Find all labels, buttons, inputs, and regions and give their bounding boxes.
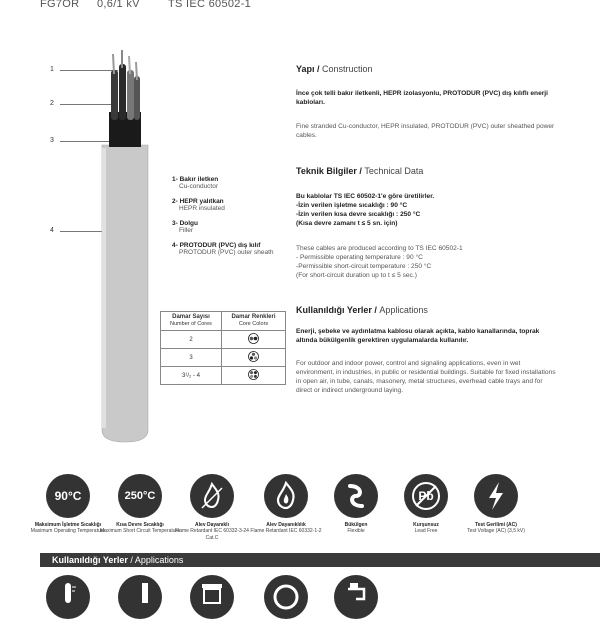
voltage-rating: 0,6/1 kV [97,0,140,10]
component-item-conductor: 1- Bakır iletken Cu-conductor [172,176,219,190]
core-colors-4-icon [221,367,285,385]
pipe-app-icon [118,575,162,619]
table-header-row [161,312,286,331]
applications-bar [40,553,600,567]
thermometer-250-icon: 250°C [118,474,162,518]
component-item-sheath: 4- PROTODUR (PVC) dış kılıf PROTODUR (PVC) outer sheath [172,242,274,256]
feature-label-test-voltage: Test Gerilimi (AC) Test Voltage (AC) (3,5 kV) [467,522,525,535]
applications-bar-title: Kullanıldığı Yerler / Applications [52,555,184,565]
core-count-cell: 3¹/₂ - 4 [161,367,222,385]
cable-cross-section-drawing [95,50,155,445]
thermometer-90-icon: 90°C [46,474,90,518]
cores-table [160,311,286,385]
feature-label-lead-free: Kurşunsuz Lead Free [413,522,439,535]
box-app-icon [334,575,378,619]
feature-label-flame-retardant-2: Alev Dayanıklılık Flame Retardant IEC 60332-1-2 [250,522,322,535]
product-code: FG7OR [40,0,80,10]
cable-label-3: 3 [50,137,54,144]
technical-text-en: These cables are produced according to TS IEC 60502-1 - Permissible operating temperature : 90 °C -Permissible short-circuit temperature : 250 °C (For short-circuit duration up to t ≤ 5 sec.) [296,245,463,279]
flame-retardant-icon [190,474,234,518]
cores-column-header: Damar Sayısı Number of Cores [161,312,222,331]
applications-text-tr: Enerji, şebeke ve aydınlatma kablosu olarak açıkta, kablo kanallarında, toprak altında bükülgenlik gerektiren uygulamalarda kullanılır. [296,328,540,344]
building-app-icon [190,575,234,619]
construction-text-en: Fine stranded Cu-conductor, HEPR insulated, PROTODUR (PVC) outer sheathed power cables. [296,123,555,139]
feature-label-max-operating-temp: Maksimum İşletme Sıcaklığı Maximum Operating Temperature [30,522,106,535]
table-row [161,349,286,367]
cable-label-2: 2 [50,100,54,107]
technical-text-tr: Bu kablolar TS IEC 60502-1'e göre üretilirler. -İzin verilen işletme sıcaklığı : 90 °C -İzin verilen kısa devre sıcaklığı : 250 °C (Kısa devre zamanı t ≤ 5 sn. için) [296,193,435,227]
technical-title: Teknik Bilgiler / Technical Data [296,166,424,176]
colors-column-header: Damar Renkleri Core Colors [221,312,285,331]
table-row [161,331,286,349]
construction-title: Yapı / Construction [296,64,373,74]
feature-label-short-circuit-temp: Kısa Devre Sıcaklığı Maximum Short Circuit Temperature [100,522,180,535]
core-count-cell: 2 [161,331,222,349]
standard-label: TS IEC 60502-1 [168,0,252,10]
feature-label-flame-retardant: Alev Dayanıklı Flame Retardant IEC 60332-3-24 Cat.C [175,522,249,541]
test-voltage-icon [474,474,518,518]
core-count-cell: 3 [161,349,222,367]
ring-app-icon [264,575,308,619]
table-row [161,367,286,385]
flexible-icon [334,474,378,518]
component-item-insulation: 2- HEPR yalıtkan HEPR insulated [172,198,225,212]
core-colors-2-icon [221,331,285,349]
applications-text-en: For outdoor and indoor power, control and signaling applications, even in wet environment, in industries, in public or residential buildings. Suitable for fixed installations in open air, in tube, canals, masonery, metal structures, everhead cable trays and for direct or indirect underground laying. [296,360,556,394]
component-list [172,176,292,256]
cable-label-1: 1 [50,66,54,73]
applications-title: Kullanıldığı Yerler / Applications [296,305,428,315]
component-item-filler: 3- Dolgu Filler [172,220,198,234]
thermometer-app-icon [46,575,90,619]
construction-text-tr: İnce çok telli bakır iletkenli, HEPR izolasyonlu, PROTODUR (PVC) dış kılıflı enerji kabloları. [296,90,548,106]
cable-label-4: 4 [50,227,54,234]
core-colors-3-icon [221,349,285,367]
lead-free-icon: Pb [404,474,448,518]
flame-retardant-2-icon [264,474,308,518]
feature-label-flexible: Bükülgen Flexible [344,522,368,535]
